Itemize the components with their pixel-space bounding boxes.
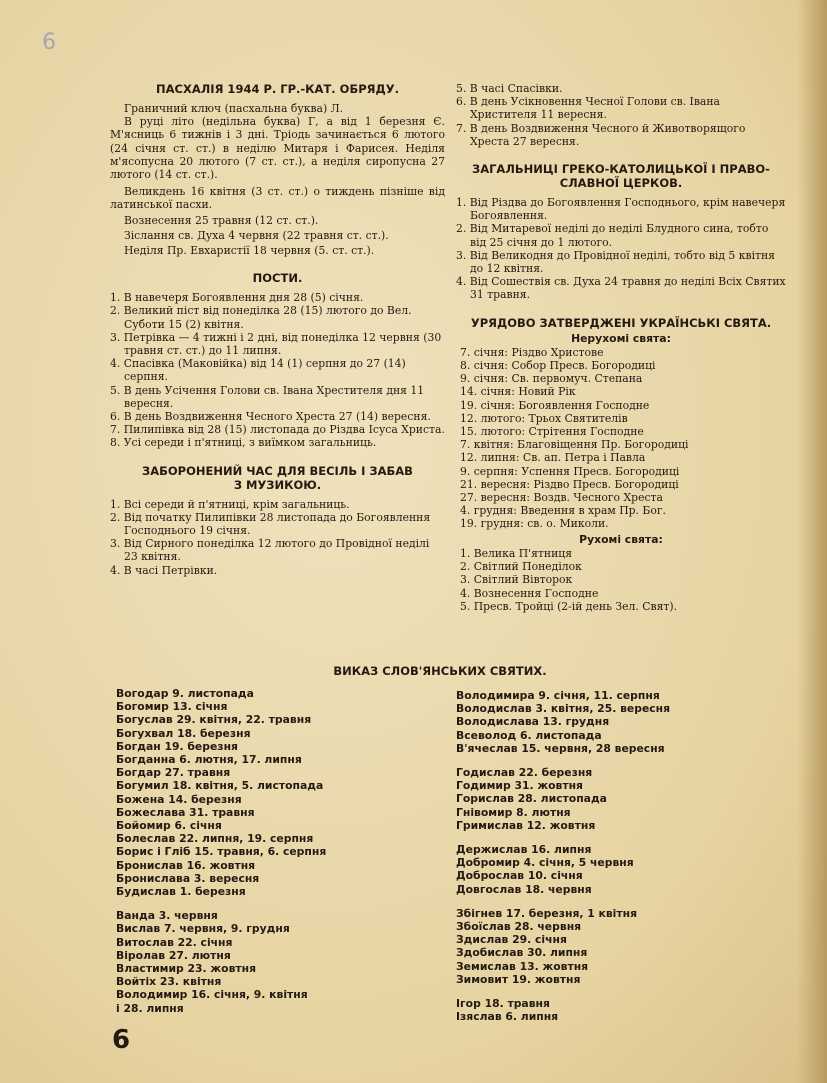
saint-entry: Богомир 13. січня [116,700,228,714]
list-item: 2. Від Митаревої неділі до неділі Блудного сина, тобто від 25 січня до 1 лютого. [456,222,769,249]
saints-list-left [116,687,446,1015]
paragraph: Вознесення 25 травня (12 ст. ст.). [124,213,319,227]
saint-entry: Зимовит 19. жовтня [456,972,581,986]
left-column [110,82,445,577]
saint-entry: Богуслав 29. квітня, 22. травня [116,713,312,727]
zaboronenyi-title-1: ЗАБОРОНЕНИЙ ЧАС ДЛЯ ВЕСІЛЬ І ЗАБАВ [142,463,413,478]
saint-entry: Богданна 6. лютня, 17. липня [116,753,302,767]
saint-entry: Збігнев 17. березня, 1 квітня [456,906,638,920]
saint-entry: Ізяслав 6. липня [456,1010,559,1024]
list-item: 6. В день Усікновення Чесної Голови св. Івана Христителя 11 вересня. [456,95,720,122]
list-item: 9. серпня: Успення Пресв. Богородиці [460,464,680,478]
zaboronenyi-list [110,498,445,577]
saint-entry: Бронислав 16. жовтня [116,858,256,872]
list-item: 3. Від Сирного понеділка 12 лютого до Провідної неділі 23 квітня. [110,537,430,564]
fixed-holidays-list [456,346,786,531]
list-item: 4. Вознесення Господне [460,586,599,600]
list-item: 3. Від Великодня до Провідної неділі, тобто від 5 квітня до 12 квітня. [456,248,775,276]
list-item: 12. лютого: Трьох Святителів [460,411,628,425]
saint-entry: Добромир 4. січня, 5 червня [456,856,634,870]
list-item: 6. В день Воздвиження Чесного Хреста 27 (14) вересня. [110,410,431,424]
zagalnytsi-list [456,196,786,302]
saint-entry: Бойомир 6. січня [116,819,222,833]
list-item: 1. Від Різдва до Богоявлення Господнього, крім навечеря Богоявлення. [456,196,786,223]
saint-entry: Здислав 29. січня [456,933,567,947]
group-gap [116,898,446,909]
list-item: 7. Пилипівка від 28 (15) листопада до Різдва Ісуса Христа. [110,423,445,437]
saint-entry: Володислава 13. грудня [456,715,610,729]
saint-entry: Ігор 18. травня [456,997,550,1011]
page-number: 6 [112,1025,131,1055]
saint-entry: Вогодар 9. листопада [116,687,254,700]
zaboronenyi-list-continued [456,82,786,148]
saint-entry: Володимир 16. січня, 9. квітня [116,988,308,1002]
saint-entry: Горислав 28. листопада [456,792,607,806]
list-item: 5. Пресв. Тройці (2-ій день Зел. Свят). [460,599,678,613]
saint-entry: Держислав 16. липня [456,843,592,857]
list-item: 7. квітня: Благовіщення Пр. Богородиці [460,438,689,452]
saint-entry: Володислав 3. квітня, 25. вересня [456,702,671,716]
saint-entry: Гримислав 12. жовтня [456,818,596,832]
saint-entry: Земислав 13. жовтня [456,959,589,973]
paragraph: В руці літо (недільна буква) Г, а від 1 березня Є. М'ясниць 6 тижнів і 3 дні. Тріодь зачинається 6 лютого (24 січня ст. ст.) в неділю Митаря і Фарисея. Неділя м'ясопусна 20 лютого (7 ст. ст.), а неділя сиропусна 27 лютого (14 ст. ст.). [110,115,445,182]
saint-entry: Богухвал 18. березня [116,726,251,740]
saint-entry: і 28. липня [116,1001,184,1015]
list-item: 21. вересня: Різдво Пресв. Богородиці [460,477,679,491]
zaboronenyi-title-2: З МУЗИКОЮ. [233,477,322,492]
page-edge-shadow [797,0,827,1083]
list-item: 2. Великий піст від понеділка 28 (15) лютого до Вел. Суботи 15 (2) квітня. [110,304,412,331]
list-item: 14. січня: Новий Рік [460,385,576,399]
saint-entry: Володимира 9. січня, 11. серпня [456,689,660,702]
saint-entry: Годислав 22. березня [456,766,593,780]
list-item: 12. липня: Св. ап. Петра і Павла [460,451,646,465]
paragraph: Неділя Пр. Евхаристії 18 червня (5. ст. ст.). [124,244,375,258]
uriadovo-title: УРЯДОВО ЗАТВЕРДЖЕНІ УКРАЇНСЬКІ СВЯТА. [470,315,772,330]
posty-title: ПОСТИ. [252,271,303,286]
paragraph: Зіслання св. Духа 4 червня (22 травня ст. ст.). [124,228,389,242]
movable-holidays-subtitle: Рухомі свята: [579,532,663,546]
saint-entry: Богумил 18. квітня, 5. листопада [116,779,324,793]
saint-entry: Будислав 1. березня [116,885,246,899]
paragraph: Граничний ключ (пасхальна буква) Л. [124,102,344,115]
saint-entry: Борис і Гліб 15. травня, 6. серпня [116,845,327,859]
saint-entry: Доброслав 10. січня [456,869,583,883]
saints-list-right [456,689,786,1023]
list-item: 8. Усі середи і п'ятниці, з виїмком загальниць. [110,436,377,450]
list-item: 1. В навечеря Богоявлення дня 28 (5) січня. [110,291,364,305]
paragraph: Великдень 16 квітня (3 ст. ст.) о тиждень пізніше від латинської пасхи. [110,185,445,212]
saint-entry: Богдар 27. травня [116,766,231,780]
list-item: 7. В день Воздвиження Чесного й Животворящого Хреста 27 вересня. [456,121,746,148]
posty-list [110,291,445,449]
list-item: 9. січня: Св. первомуч. Степана [460,372,643,386]
saint-entry: Божеслава 31. травня [116,805,255,819]
saint-entry: Болеслав 22. липня, 19. серпня [116,832,314,846]
list-item: 5. В день Усічення Голови св. Івана Хрестителя дня 11 вересня. [110,383,425,410]
group-gap [456,755,786,766]
list-item: 1. Всі середи й п'ятниці, крім загальниць. [110,497,350,511]
saint-entry: Войтіх 23. квітня [116,975,222,989]
movable-holidays-list [456,547,786,613]
zagalnytsi-title-2: СЛАВНОЇ ЦЕРКОВ. [559,176,683,191]
fixed-holidays-subtitle: Нерухомі свята: [571,331,671,345]
list-item: 15. лютого: Стрітення Господне [460,425,644,439]
saint-entry: Божена 14. березня [116,792,242,806]
pencil-page-mark: 6 [42,30,56,55]
list-item: 27. вересня: Воздв. Чесного Хреста [460,491,663,505]
saint-entry: Довгослав 18. червня [456,882,592,896]
saint-entry: Віролав 27. лютня [116,948,231,962]
list-item: 4. Від Сошествія св. Духа 24 травня до неділі Всіх Святих 31 травня. [456,275,786,302]
list-item: 19. грудня: св. о. Миколи. [460,517,609,531]
saint-entry: В'ячеслав 15. червня, 28 вересня [456,741,665,755]
saint-entry: Брониславa 3. вересня [116,871,260,885]
group-gap [456,832,786,843]
saint-entry: Годимир 31. жовтня [456,779,583,793]
group-gap [456,986,786,997]
saint-entry: Витослав 22. січня [116,935,233,949]
paschalia-body [110,102,445,257]
list-item: 4. грудня: Введення в храм Пр. Бог. [460,504,666,518]
right-column [456,82,786,613]
saint-entry: Вислав 7. червня, 9. грудня [116,922,290,936]
saint-entry: Всеволод 6. листопада [456,728,602,742]
saint-entry: Ванда 3. червня [116,909,218,923]
saint-entry: Збоїслав 28. червня [456,920,582,934]
list-item: 2. Світлий Понеділок [460,560,582,574]
list-item: 3. Світлий Вівторок [460,573,573,587]
zagalnytsi-title-1: ЗАГАЛЬНИЦІ ГРЕКО-КАТОЛИЦЬКОЇ І ПРАВО- [472,162,770,177]
saint-entry: Гнівомир 8. лютня [456,805,571,819]
saint-entry: Здобислав 30. липня [456,946,588,960]
list-item: 4. В часі Петрівки. [110,563,218,577]
saint-entry: Богдан 19. березня [116,739,238,753]
list-item: 8. січня: Собор Пресв. Богородиці [460,359,656,373]
list-item: 4. Спасівка (Маковійка) від 14 (1) серпня до 27 (14) серпня. [110,357,406,384]
paschalia-title: ПАСХАЛІЯ 1944 Р. ГР.-КАТ. ОБРЯДУ. [156,82,399,96]
list-item: 2. Від початку Пилипівки 28 листопада до Богоявлення Господнього 19 січня. [110,510,431,538]
list-item: 1. Велика П'ятниця [460,546,573,560]
list-item: 19. січня: Богоявлення Господне [460,398,650,412]
list-item: 3. Петрівка — 4 тижні і 2 дні, від понеділка 12 червня (30 травня ст. ст.) до 11 липня. [110,330,442,358]
saint-entry: Властимир 23. жовтня [116,962,257,976]
list-item: 5. В часі Спасівки. [456,82,563,95]
vykaz-title: ВИКАЗ СЛОВ'ЯНСЬКИХ СВЯТИХ. [333,664,547,678]
group-gap [456,896,786,907]
list-item: 7. січня: Різдво Христове [460,345,604,359]
